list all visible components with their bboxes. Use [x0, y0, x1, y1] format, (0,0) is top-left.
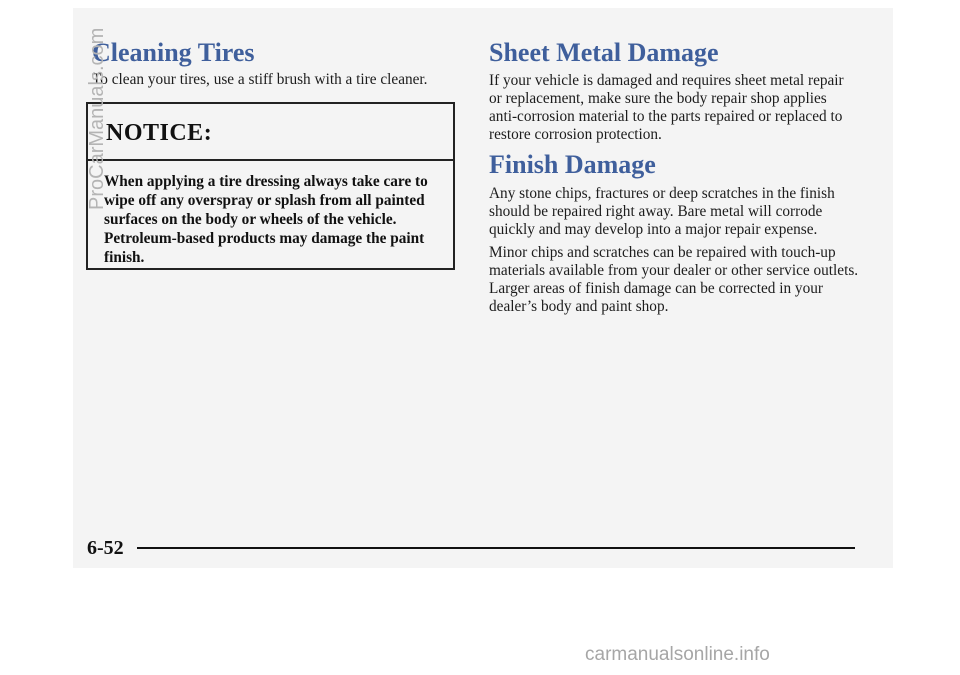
notice-box [86, 102, 455, 270]
footer-watermark: carmanualsonline.info [585, 644, 770, 665]
notice-text: When applying a tire dressing always take care to wipe off any overspray or splash from all painted surfaces on the body or wheels of the vehicle. Petroleum-based products may damage the paint finish. [104, 173, 428, 266]
notice-title: NOTICE: [106, 120, 213, 146]
side-watermark: ProCarManuals.com [86, 27, 108, 210]
cleaning-tires-heading: Cleaning Tires [92, 38, 255, 67]
footer-rule [137, 547, 855, 549]
sheet-metal-damage-heading: Sheet Metal Damage [489, 38, 719, 67]
notice-divider [88, 159, 453, 161]
finish-damage-text-1: Any stone chips, fractures or deep scratches in the finish should be repaired right away. Bare metal will corrode quickly and may develop into a major repair expense. [489, 185, 835, 238]
finish-damage-text-2: Minor chips and scratches can be repaired with touch-up materials available from your dealer or other service outlets. Larger areas of finish damage can be corrected in your dealer’s body and paint shop. [489, 244, 859, 315]
cleaning-tires-text: To clean your tires, use a stiff brush with a tire cleaner. [92, 71, 428, 88]
page-number: 6-52 [87, 537, 124, 559]
sheet-metal-damage-text: If your vehicle is damaged and requires sheet metal repair or replacement, make sure the body repair shop applies anti-corrosion material to the parts repaired or replaced to restore corrosion protection. [489, 72, 844, 143]
finish-damage-heading: Finish Damage [489, 150, 656, 179]
